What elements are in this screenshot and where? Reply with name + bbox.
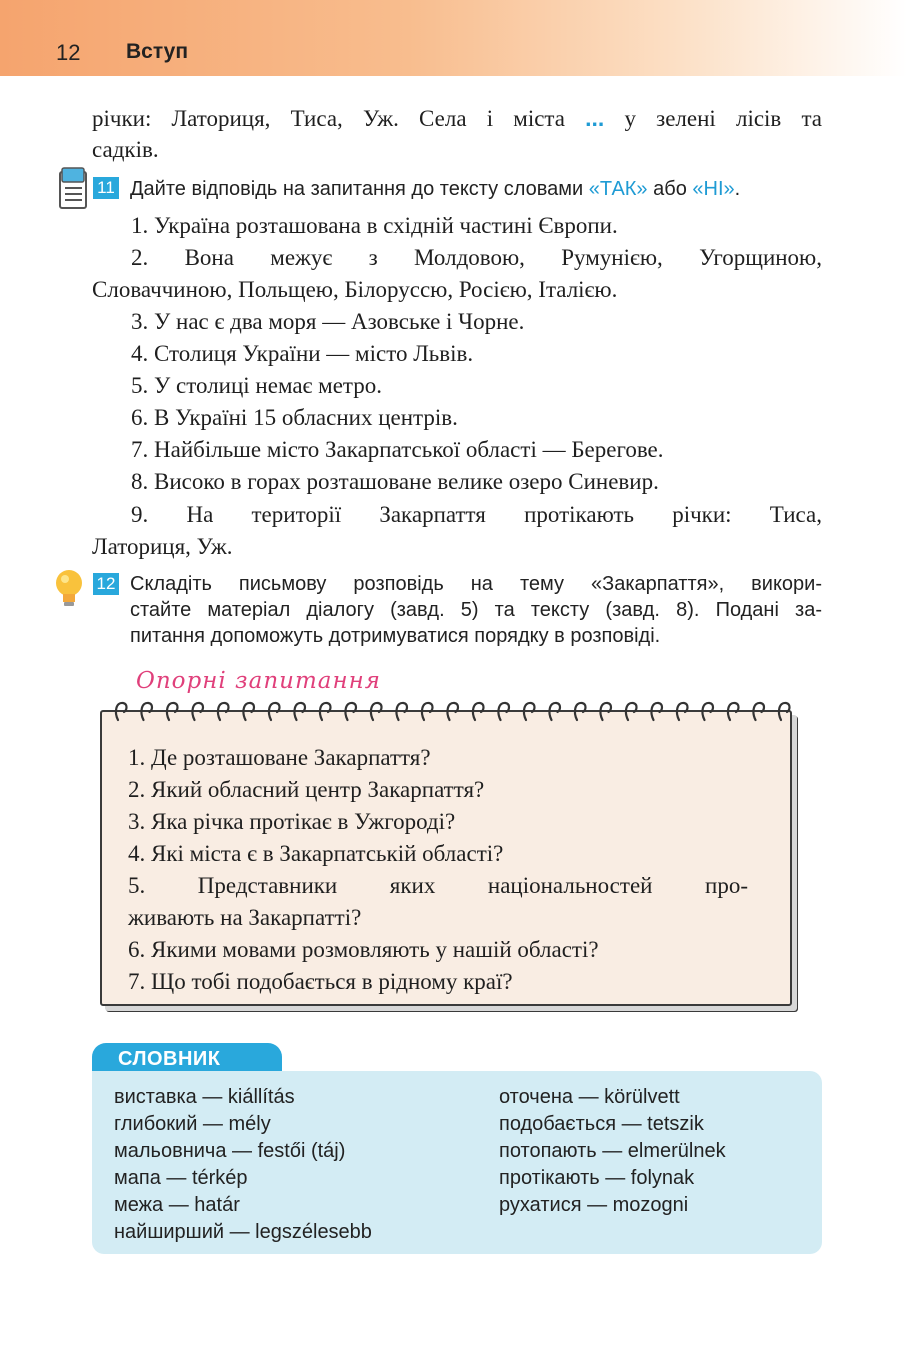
question-5: 5. Представники яких національностей про- bbox=[128, 873, 748, 898]
lightbulb-icon bbox=[52, 566, 86, 612]
spiral-ring bbox=[524, 703, 535, 720]
question-2: 2. Який обласний центр Закарпаття? bbox=[128, 777, 485, 802]
statement-3: 3. У нас є два моря — Азовське і Чорне. bbox=[131, 309, 525, 334]
dictionary-entry: протікають — folynak bbox=[499, 1167, 695, 1189]
question-5-cont: живають на Закарпатті? bbox=[128, 905, 362, 930]
dictionary-title: СЛОВНИК bbox=[92, 1043, 282, 1075]
statement-2: 2. Вона межує з Молдовою, Румунією, Угорщиною, bbox=[131, 245, 822, 270]
dictionary-left-column bbox=[114, 1084, 372, 1246]
spiral-ring bbox=[371, 703, 382, 720]
spiral-ring bbox=[498, 703, 509, 720]
intro-line-1: річки: Латориця, Тиса, Уж. Села і міста ... у зелені лісів та bbox=[92, 105, 822, 131]
task-12-badge: 12 bbox=[93, 573, 119, 595]
spiral-ring bbox=[447, 703, 458, 720]
page-header bbox=[0, 0, 907, 76]
spiral-ring bbox=[320, 703, 331, 720]
spiral-ring bbox=[779, 703, 790, 720]
dictionary-entry: мапа — térkép bbox=[114, 1167, 248, 1189]
statement-6: 6. В Україні 15 обласних центрів. bbox=[131, 405, 458, 430]
spiral-ring bbox=[192, 703, 203, 720]
question-1: 1. Де розташоване Закарпаття? bbox=[128, 745, 431, 770]
question-3: 3. Яка річка протікає в Ужгороді? bbox=[128, 809, 456, 834]
question-6: 6. Якими мовами розмовляють у нашій області? bbox=[128, 937, 599, 962]
statement-5: 5. У столиці немає метро. bbox=[131, 373, 383, 398]
dictionary-entry: рухатися — mozogni bbox=[499, 1194, 689, 1216]
spiral-ring bbox=[269, 703, 280, 720]
questions-title: Опорні запитання bbox=[136, 668, 381, 694]
question-4: 4. Які міста є в Закарпатській області? bbox=[128, 841, 504, 866]
statement-9: 9. На території Закарпаття протікають річки: Тиса, bbox=[131, 502, 822, 527]
page-number: 12 bbox=[56, 40, 81, 65]
statement-8: 8. Високо в горах розташоване велике озеро Синевир. bbox=[131, 469, 659, 494]
spiral-ring bbox=[294, 703, 305, 720]
spiral-ring bbox=[141, 703, 152, 720]
spiral-ring bbox=[243, 703, 254, 720]
spiral-ring bbox=[116, 703, 127, 720]
dictionary-entry: глибокий — mély bbox=[114, 1113, 271, 1135]
dictionary-entry: виставка — kiállítás bbox=[114, 1086, 295, 1108]
dictionary-entry: оточена — körülvett bbox=[499, 1086, 680, 1108]
task-11-instruction: Дайте відповідь на запитання до тексту словами «ТАК» або «НІ». bbox=[130, 178, 741, 200]
spiral-ring bbox=[702, 703, 713, 720]
spiral-ring bbox=[473, 703, 484, 720]
spiral-ring bbox=[651, 703, 662, 720]
spiral-ring bbox=[549, 703, 560, 720]
statement-2-cont: Словаччиною, Польщею, Білоруссю, Росією, Італією. bbox=[92, 277, 618, 302]
statement-7: 7. Найбільше місто Закарпатської області — Берегове. bbox=[131, 437, 664, 462]
dictionary-right-column bbox=[499, 1084, 726, 1219]
spiral-ring bbox=[422, 703, 433, 720]
spiral-ring bbox=[396, 703, 407, 720]
notebook-icon bbox=[56, 166, 90, 212]
dictionary-entry: потопають — elmerülnek bbox=[499, 1140, 726, 1162]
spiral-binding-icon bbox=[104, 698, 794, 728]
statement-9-cont: Латориця, Уж. bbox=[92, 534, 233, 559]
intro-line-2: садків. bbox=[92, 137, 159, 162]
task-11-badge: 11 bbox=[93, 177, 119, 199]
spiral-ring bbox=[728, 703, 739, 720]
spiral-ring bbox=[575, 703, 586, 720]
statement-1: 1. Україна розташована в східній частині Європи. bbox=[131, 213, 618, 238]
spiral-ring bbox=[218, 703, 229, 720]
dictionary-entry: подобається — tetszik bbox=[499, 1113, 704, 1135]
spiral-ring bbox=[677, 703, 688, 720]
question-7: 7. Що тобі подобається в рідному краї? bbox=[128, 969, 513, 994]
spiral-ring bbox=[753, 703, 764, 720]
spiral-ring bbox=[626, 703, 637, 720]
dictionary-entry: найширший — legszélesebb bbox=[114, 1221, 372, 1243]
section-title: Вступ bbox=[126, 40, 189, 63]
task-12-instruction: Складіть письмову розповідь на тему «Закарпаття», викори- стайте матеріал діалогу (завд. 5) та тексту (завд. 8). Подані за- питання допоможуть дотримуватися порядку в розповіді. bbox=[130, 573, 822, 647]
statement-4: 4. Столиця України — місто Львів. bbox=[131, 341, 474, 366]
dictionary-entry: мальовнича — festői (táj) bbox=[114, 1140, 346, 1162]
spiral-ring bbox=[167, 703, 178, 720]
dictionary-entry: межа — határ bbox=[114, 1194, 240, 1216]
spiral-ring bbox=[600, 703, 611, 720]
spiral-ring bbox=[345, 703, 356, 720]
